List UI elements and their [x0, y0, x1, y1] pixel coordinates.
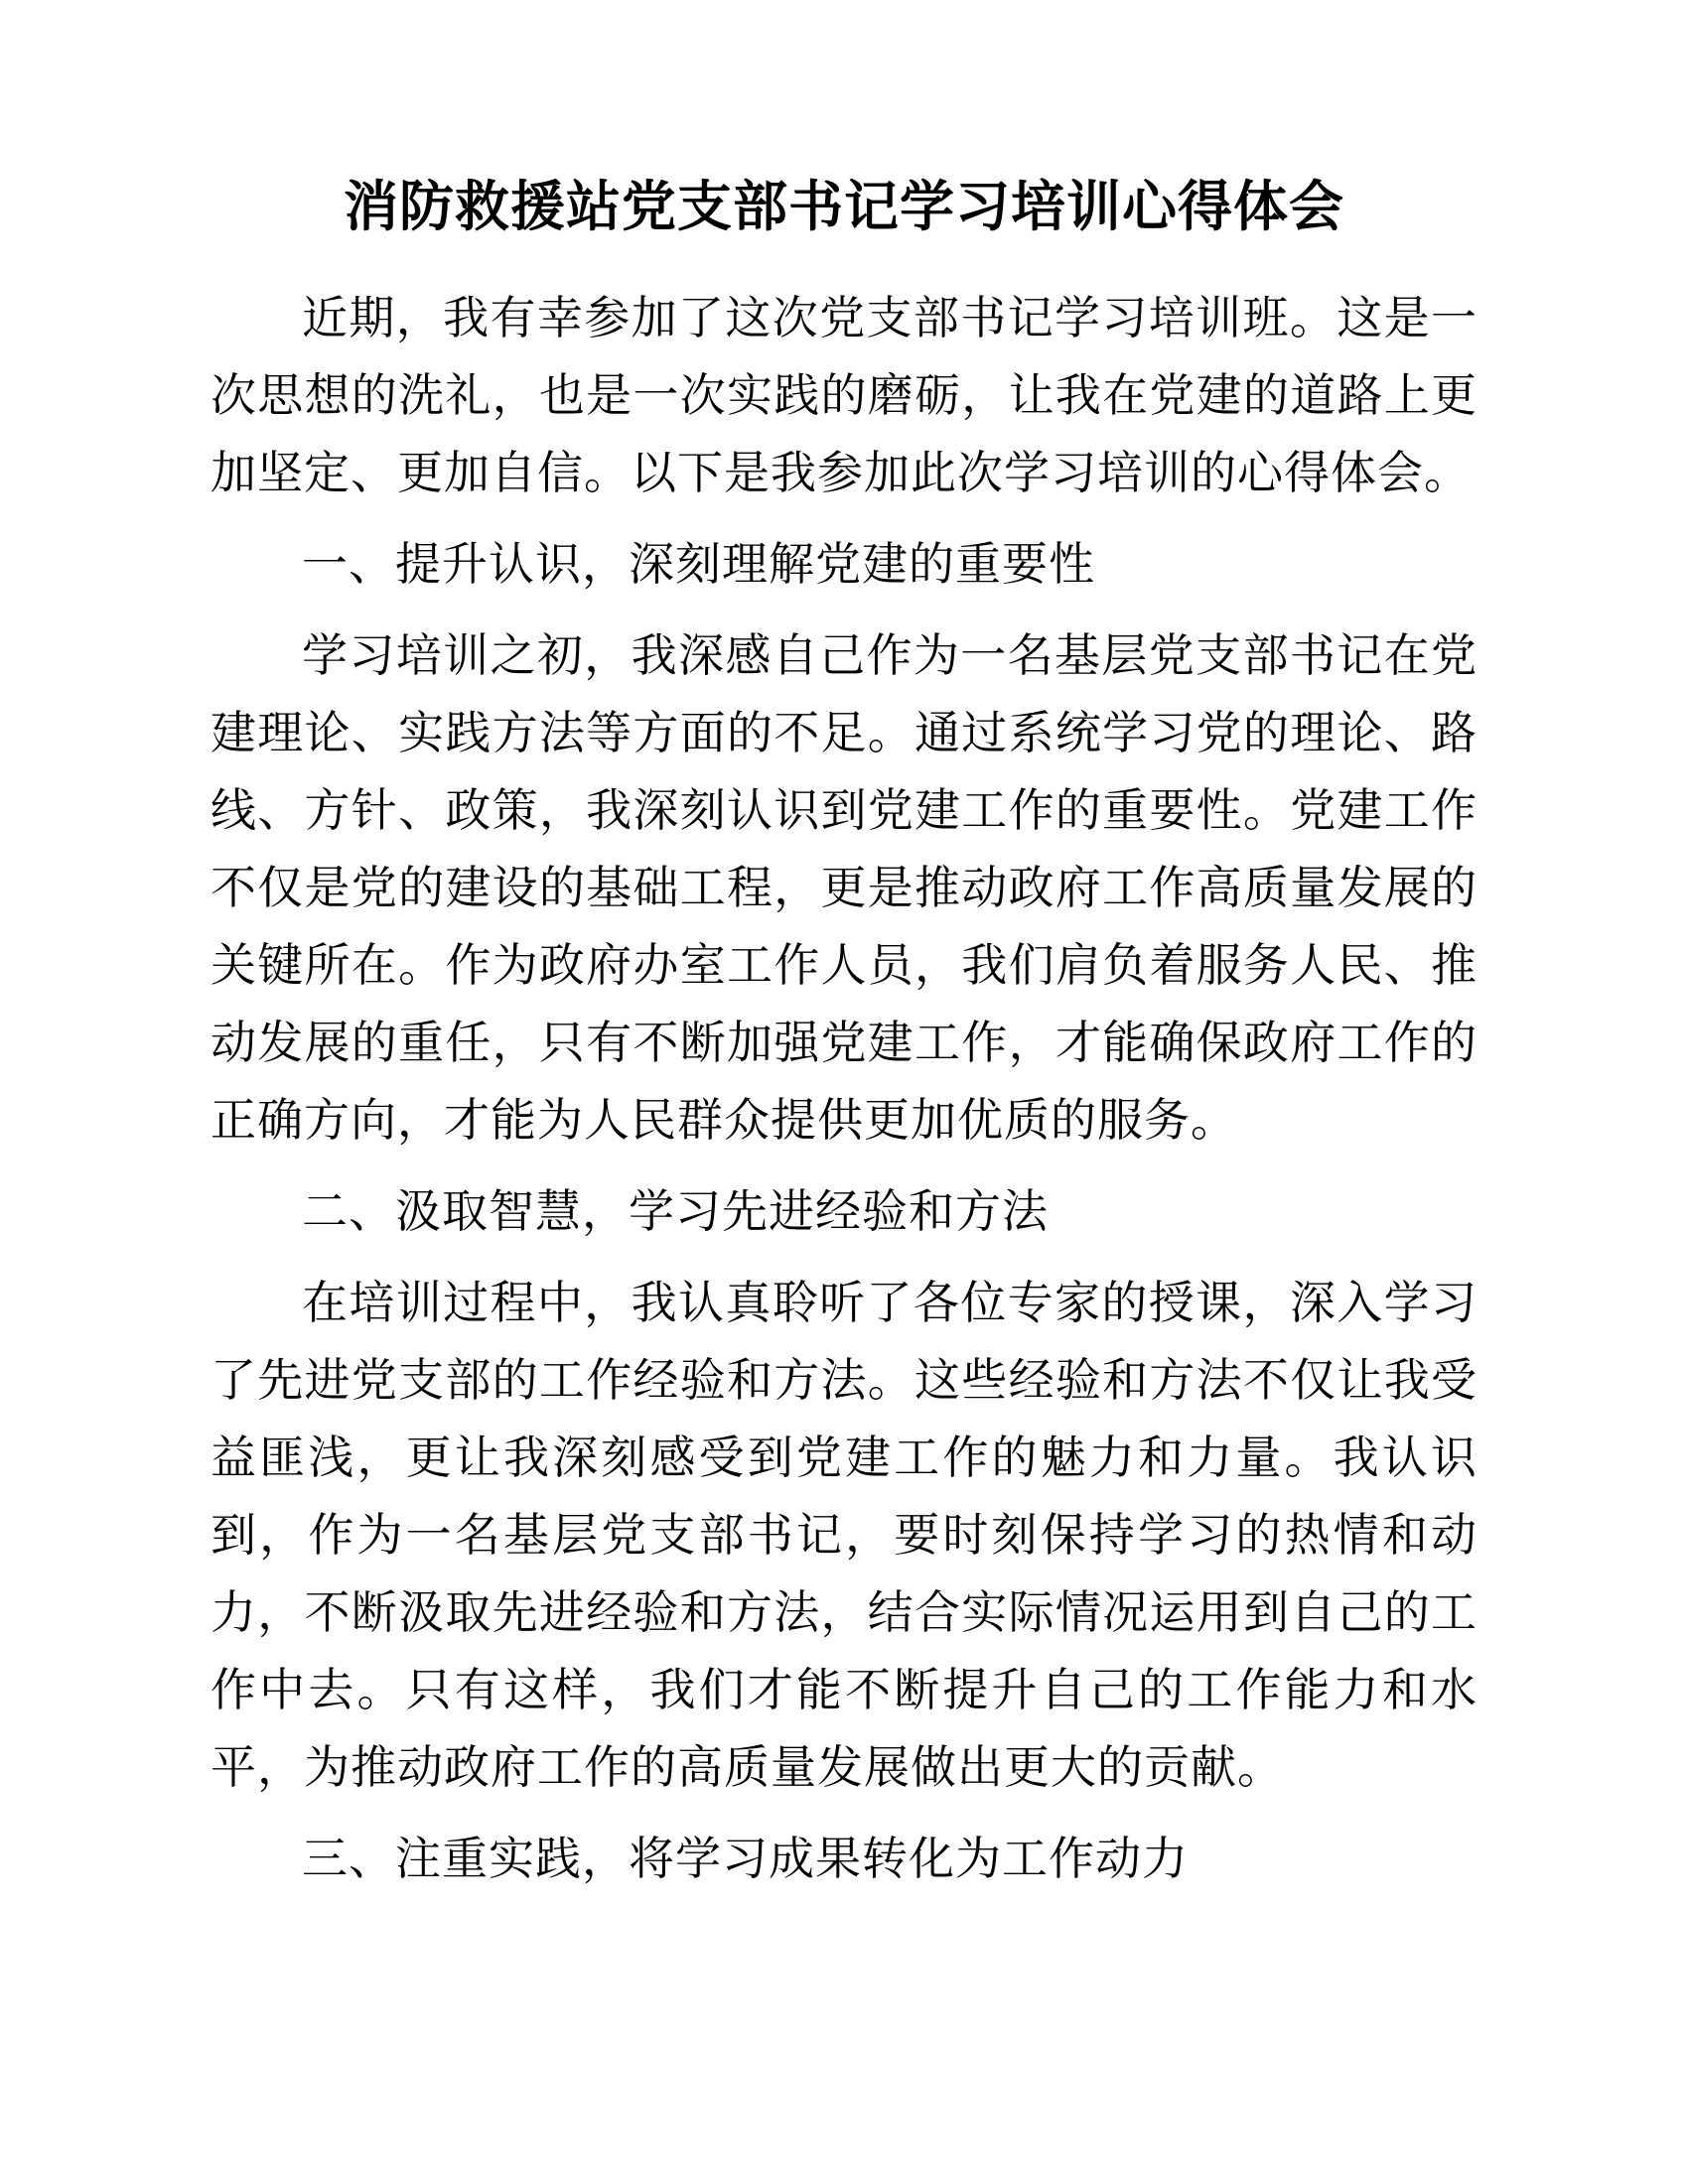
section-heading: 二、汲取智慧，学习先进经验和方法 [302, 1185, 1049, 1237]
body-paragraph: 学习培训之初，我深感自己作为一名基层党支部书记在党建理论、实践方法等方面的不足。通过系统学习党的理论、路线、方针、政策，我深刻认识到党建工作的重要性。党建工作不仅是党的建设的基础工程，更是推动政府工作高质量发展的关键所在。作为政府办室工作人员，我们肩负着服务人民、推动发展的重任，只有不断加强党建工作，才能确保政府工作的正确方向，才能为人民群众提供更加优质的服务。 [211, 629, 1477, 1146]
section-heading: 一、提升认识，深刻理解党建的重要性 [302, 538, 1095, 590]
document-title: 消防救援站党支部书记学习培训心得体会 [343, 176, 1344, 237]
body-paragraph: 在培训过程中，我认真聆听了各位专家的授课，深入学习了先进党支部的工作经验和方法。这些经验和方法不仅让我受益匪浅，更让我深刻感受到党建工作的魅力和力量。我认识到，作为一名基层党支部书记，要时刻保持学习的热情和动力，不断汲取先进经验和方法，结合实际情况运用到自己的工作中去。只有这样，我们才能不断提升自己的工作能力和水平，为推动政府工作的高质量发展做出更大的贡献。 [211, 1277, 1477, 1793]
section-heading: 三、注重实践，将学习成果转化为工作动力 [302, 1833, 1189, 1884]
document-body [211, 279, 1477, 1897]
body-paragraph: 近期，我有幸参加了这次党支部书记学习培训班。这是一次思想的洗礼，也是一次实践的磨砺，让我在党建的道路上更加坚定、更加自信。以下是我参加此次学习培训的心得体会。 [211, 292, 1477, 498]
